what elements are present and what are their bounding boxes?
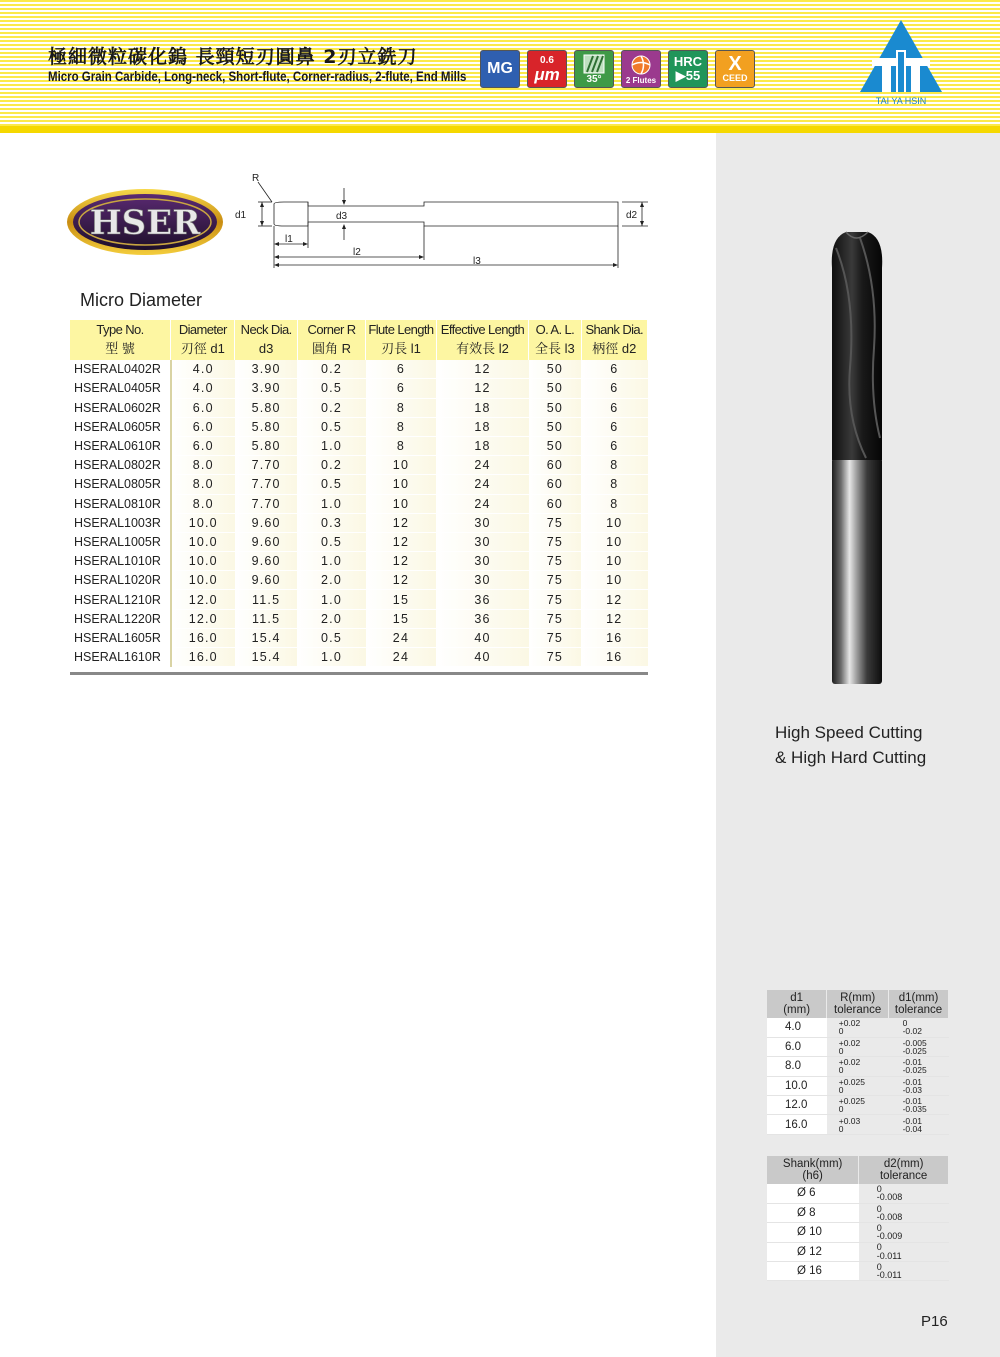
upper-deviation: 0: [902, 1018, 908, 1029]
table-cell: 0.5: [297, 379, 365, 398]
table-cell: 30: [436, 571, 529, 590]
table-cell: 1.0: [297, 436, 365, 455]
slogan-line-2: & High Hard Cutting: [775, 748, 927, 767]
column-header: [581, 320, 647, 360]
column-header: [297, 320, 365, 360]
r-tolerance: [827, 1018, 889, 1037]
tolerance-header-line: d2(mm): [883, 1158, 924, 1170]
shank-diameter: Ø 6: [767, 1184, 859, 1203]
shank-diameter: Ø 8: [767, 1203, 859, 1222]
table-row: [767, 1242, 949, 1261]
type-no-cell: HSERAL0802R: [70, 456, 171, 475]
table-row: [767, 1037, 949, 1056]
type-no-cell: HSERAL1005R: [70, 532, 171, 551]
r-tolerance: [827, 1037, 889, 1056]
table-cell: 6.0: [171, 417, 235, 436]
d2-tolerance: [859, 1203, 949, 1222]
column-header-en: Effective Length: [440, 322, 525, 337]
table-cell: 8: [366, 436, 436, 455]
table-cell: 60: [529, 475, 581, 494]
table-cell: 6: [366, 379, 436, 398]
table-cell: 0.2: [297, 360, 365, 379]
lower-deviation: 0: [838, 1026, 844, 1037]
table-cell: 75: [529, 609, 581, 628]
table-cell: 6: [581, 436, 647, 455]
upper-deviation: -0.01: [902, 1076, 922, 1087]
flutes-icon: [630, 54, 652, 76]
column-header-en: Neck Dia.: [240, 322, 292, 337]
lower-deviation: -0.04: [902, 1123, 922, 1134]
table-cell: 75: [529, 552, 581, 571]
upper-deviation: +0.02: [838, 1057, 861, 1068]
lower-deviation: 0: [838, 1065, 844, 1076]
table-cell: 6.0: [171, 436, 235, 455]
d1-value: 10.0: [767, 1076, 827, 1095]
label-d1: d1: [235, 210, 247, 221]
table-cell: 12: [366, 552, 436, 571]
table-cell: 7.70: [235, 475, 297, 494]
upper-deviation: -0.01: [902, 1096, 922, 1107]
table-cell: 75: [529, 628, 581, 647]
lower-deviation: -0.035: [902, 1104, 927, 1115]
table-cell: 10.0: [171, 532, 235, 551]
d1-tolerance: [889, 1115, 949, 1134]
table-cell: 36: [436, 590, 529, 609]
table-cell: 24: [436, 475, 529, 494]
tolerance-header-line: (h6): [802, 1170, 823, 1182]
d2-tolerance: [859, 1262, 949, 1281]
r-tolerance: [827, 1076, 889, 1095]
label-l3: l3: [473, 256, 481, 267]
type-no-cell: HSERAL1610R: [70, 648, 171, 667]
table-row: [70, 532, 648, 551]
table-cell: 8: [581, 475, 647, 494]
table-cell: 16: [581, 648, 647, 667]
type-no-cell: HSERAL0605R: [70, 417, 171, 436]
table-cell: 15.4: [235, 648, 297, 667]
table-cell: 10: [366, 456, 436, 475]
hardness-badge: HRC ▶55: [668, 50, 708, 88]
table-cell: 8: [366, 398, 436, 417]
lower-deviation: -0.008: [876, 1192, 903, 1203]
title-chinese: 極細微粒碳化鎢 長頸短刃圓鼻 2刃立銑刀: [48, 46, 418, 68]
upper-deviation: +0.025: [838, 1096, 865, 1107]
label-d3: d3: [336, 211, 348, 222]
table-cell: 6: [581, 417, 647, 436]
table-cell: 40: [436, 648, 529, 667]
table-cell: 1.0: [297, 552, 365, 571]
feature-badges: [480, 50, 755, 88]
table-cell: 15.4: [235, 628, 297, 647]
table-cell: 6: [366, 360, 436, 379]
lower-deviation: 0: [838, 1046, 844, 1057]
column-header-cn: 柄徑 d2: [592, 340, 637, 356]
table-cell: 2.0: [297, 609, 365, 628]
table-cell: 30: [436, 513, 529, 532]
slogan: [775, 720, 926, 770]
table-cell: 50: [529, 398, 581, 417]
table-row: [70, 360, 648, 379]
table-cell: 12: [581, 590, 647, 609]
table-cell: 0.5: [297, 475, 365, 494]
table-cell: 12: [436, 379, 529, 398]
table-cell: 11.5: [235, 590, 297, 609]
table-cell: 8.0: [171, 494, 235, 513]
upper-deviation: 0: [876, 1203, 882, 1214]
type-no-cell: HSERAL0602R: [70, 398, 171, 417]
table-row: [70, 513, 648, 532]
column-header-en: Corner R: [307, 322, 356, 337]
upper-deviation: +0.025: [838, 1076, 865, 1087]
table-cell: 12: [366, 532, 436, 551]
column-header: [366, 320, 436, 360]
table-row: [767, 1018, 949, 1037]
tolerance-header-line: tolerance: [879, 1170, 928, 1182]
d1-tolerance-table: [767, 990, 949, 1135]
table-cell: 10: [581, 571, 647, 590]
tolerance-column-header: [767, 990, 827, 1018]
table-cell: 36: [436, 609, 529, 628]
column-header: [171, 320, 235, 360]
column-header-cn: 型 號: [105, 340, 135, 356]
type-no-cell: HSERAL1020R: [70, 571, 171, 590]
table-cell: 18: [436, 398, 529, 417]
lower-deviation: -0.011: [876, 1250, 902, 1261]
table-cell: 24: [436, 494, 529, 513]
spec-table-body: [70, 360, 648, 667]
title-english: Micro Grain Carbide, Long-neck, Short-flute, Corner-radius, 2-flute, End Mills: [48, 68, 467, 84]
table-cell: 5.80: [235, 398, 297, 417]
column-header-en: O. A. L.: [535, 322, 575, 337]
lower-deviation: -0.02: [902, 1026, 922, 1037]
table-cell: 9.60: [235, 513, 297, 532]
d2-tolerance: [859, 1223, 949, 1242]
upper-deviation: +0.03: [838, 1115, 861, 1126]
table-cell: 10: [581, 513, 647, 532]
d1-tolerance-header: [767, 990, 949, 1018]
shank-diameter: Ø 10: [767, 1223, 859, 1242]
label-l2: l2: [353, 247, 361, 258]
d1-tolerance: [889, 1018, 949, 1037]
table-cell: 0.5: [297, 417, 365, 436]
table-row: [70, 571, 648, 590]
table-cell: 50: [529, 436, 581, 455]
table-row: [70, 379, 648, 398]
table-row: [70, 552, 648, 571]
d1-value: 6.0: [767, 1037, 827, 1056]
tai-ya-hsin-logo: [858, 18, 944, 102]
table-cell: 6: [581, 379, 647, 398]
table-cell: 12.0: [171, 609, 235, 628]
table-cell: 4.0: [171, 379, 235, 398]
table-cell: 60: [529, 456, 581, 475]
table-cell: 7.70: [235, 494, 297, 513]
tolerance-column-header: [827, 990, 889, 1018]
section-title: Micro Diameter: [80, 290, 203, 310]
table-cell: 50: [529, 379, 581, 398]
table-cell: 6.0: [171, 398, 235, 417]
lower-deviation: -0.011: [876, 1270, 902, 1281]
shank-tolerance-header: [767, 1156, 949, 1184]
hser-brand-logo: [66, 188, 224, 256]
table-cell: 0.2: [297, 456, 365, 475]
table-row: [70, 648, 648, 667]
tolerance-column-header: [767, 1156, 859, 1184]
table-row: [70, 456, 648, 475]
r-tolerance: [827, 1096, 889, 1115]
table-cell: 10.0: [171, 513, 235, 532]
table-cell: 75: [529, 532, 581, 551]
column-header: [70, 320, 171, 360]
column-header-en: Type No.: [96, 322, 144, 337]
type-no-cell: HSERAL1220R: [70, 609, 171, 628]
table-cell: 50: [529, 360, 581, 379]
upper-deviation: +0.02: [838, 1038, 861, 1049]
table-cell: 6: [581, 360, 647, 379]
column-header-cn: 全長 l3: [535, 340, 575, 356]
table-cell: 30: [436, 532, 529, 551]
table-cell: 10: [581, 532, 647, 551]
table-cell: 2.0: [297, 571, 365, 590]
table-cell: 50: [529, 417, 581, 436]
d2-tolerance: [859, 1184, 949, 1203]
table-cell: 12: [366, 571, 436, 590]
table-bottom-rule: [70, 672, 648, 675]
page-number: P16: [921, 1313, 948, 1330]
d1-value: 4.0: [767, 1018, 827, 1037]
table-cell: 1.0: [297, 494, 365, 513]
d1-value: 8.0: [767, 1057, 827, 1076]
table-cell: 0.5: [297, 532, 365, 551]
table-cell: 5.80: [235, 417, 297, 436]
table-cell: 15: [366, 590, 436, 609]
tolerance-header-line: d1: [790, 992, 804, 1004]
d1-tolerance: [889, 1076, 949, 1095]
column-header-en: Diameter: [178, 322, 227, 337]
table-row: [767, 1096, 949, 1115]
table-cell: 10.0: [171, 552, 235, 571]
table-row: [70, 475, 648, 494]
table-cell: 12: [436, 360, 529, 379]
table-cell: 4.0: [171, 360, 235, 379]
d1-tolerance: [889, 1096, 949, 1115]
lower-deviation: -0.009: [876, 1231, 903, 1242]
type-no-cell: HSERAL0405R: [70, 379, 171, 398]
upper-deviation: 0: [876, 1242, 882, 1253]
table-cell: 1.0: [297, 648, 365, 667]
helix-angle-badge: 35°: [574, 50, 614, 88]
tolerance-header-line: tolerance: [894, 1004, 943, 1016]
table-cell: 3.90: [235, 379, 297, 398]
table-cell: 8: [581, 494, 647, 513]
upper-deviation: -0.01: [902, 1057, 922, 1068]
column-header: [436, 320, 529, 360]
type-no-cell: HSERAL1605R: [70, 628, 171, 647]
spec-table: [70, 320, 648, 667]
table-row: [70, 436, 648, 455]
table-cell: 12: [581, 609, 647, 628]
d1-tolerance: [889, 1057, 949, 1076]
coating-badge: X CEED: [715, 50, 755, 88]
column-header: [529, 320, 581, 360]
end-mill-dimension-drawing: [228, 168, 658, 268]
d1-value: 12.0: [767, 1096, 827, 1115]
table-cell: 7.70: [235, 456, 297, 475]
shank-tolerance-table: [767, 1156, 949, 1281]
label-r: R: [252, 173, 260, 184]
end-mill-product-image: [826, 228, 888, 684]
table-cell: 0.3: [297, 513, 365, 532]
column-header-cn: 圓角 R: [312, 340, 352, 356]
table-cell: 12.0: [171, 590, 235, 609]
table-cell: 60: [529, 494, 581, 513]
table-cell: 9.60: [235, 571, 297, 590]
table-cell: 18: [436, 436, 529, 455]
label-d2: d2: [626, 210, 638, 221]
table-cell: 16.0: [171, 648, 235, 667]
table-cell: 40: [436, 628, 529, 647]
tolerance-column-header: [889, 990, 949, 1018]
type-no-cell: HSERAL0810R: [70, 494, 171, 513]
type-no-cell: HSERAL1010R: [70, 552, 171, 571]
table-cell: 24: [366, 628, 436, 647]
table-cell: 15: [366, 609, 436, 628]
table-cell: 9.60: [235, 532, 297, 551]
upper-deviation: 0: [876, 1183, 882, 1194]
d1-tolerance: [889, 1037, 949, 1056]
table-row: [767, 1223, 949, 1242]
table-cell: 16.0: [171, 628, 235, 647]
table-row: [70, 494, 648, 513]
micro-grain-badge: MG: [480, 50, 520, 88]
upper-deviation: 0: [876, 1222, 882, 1233]
table-cell: 1.0: [297, 590, 365, 609]
table-cell: 0.2: [297, 398, 365, 417]
table-cell: 12: [366, 513, 436, 532]
d2-tolerance: [859, 1242, 949, 1261]
table-cell: 10: [366, 494, 436, 513]
table-cell: 8: [581, 456, 647, 475]
table-row: [767, 1203, 949, 1222]
r-tolerance: [827, 1057, 889, 1076]
label-l1: l1: [285, 234, 293, 245]
table-cell: 75: [529, 648, 581, 667]
table-cell: 10.0: [171, 571, 235, 590]
tolerance-header-line: (mm): [783, 1004, 811, 1016]
tolerance-column-header: [859, 1156, 949, 1184]
tolerance-header-line: Shank(mm): [782, 1158, 843, 1170]
grain-size-badge: 0.6 μm: [527, 50, 567, 88]
table-cell: 11.5: [235, 609, 297, 628]
type-no-cell: HSERAL1210R: [70, 590, 171, 609]
table-cell: 6: [581, 398, 647, 417]
table-row: [70, 417, 648, 436]
tolerance-header-line: R(mm): [840, 992, 876, 1004]
table-cell: 24: [366, 648, 436, 667]
table-cell: 75: [529, 571, 581, 590]
table-row: [767, 1076, 949, 1095]
type-no-cell: HSERAL0610R: [70, 436, 171, 455]
table-row: [767, 1057, 949, 1076]
table-cell: 8: [366, 417, 436, 436]
table-row: [767, 1184, 949, 1203]
upper-deviation: +0.02: [838, 1018, 861, 1029]
table-cell: 10: [581, 552, 647, 571]
header-bottom-stripe: [0, 126, 1000, 133]
column-header-cn: 刃徑 d1: [180, 340, 225, 356]
lower-deviation: 0: [838, 1104, 844, 1115]
table-row: [70, 628, 648, 647]
table-cell: 30: [436, 552, 529, 571]
logo-text: TAI YA HSIN: [875, 96, 927, 106]
type-no-cell: HSERAL0402R: [70, 360, 171, 379]
column-header-cn: d3: [258, 340, 274, 356]
shank-diameter: Ø 16: [767, 1262, 859, 1281]
lower-deviation: -0.03: [902, 1084, 922, 1095]
table-cell: 75: [529, 590, 581, 609]
table-row: [767, 1115, 949, 1134]
table-cell: 5.80: [235, 436, 297, 455]
column-header: [235, 320, 297, 360]
upper-deviation: -0.005: [902, 1038, 927, 1049]
table-cell: 10: [366, 475, 436, 494]
table-row: [767, 1262, 949, 1281]
type-no-cell: HSERAL0805R: [70, 475, 171, 494]
column-header-en: Shank Dia.: [585, 322, 644, 337]
shank-diameter: Ø 12: [767, 1242, 859, 1261]
tolerance-header-line: d1(mm): [898, 992, 939, 1004]
upper-deviation: -0.01: [902, 1115, 922, 1126]
d1-value: 16.0: [767, 1115, 827, 1134]
table-cell: 3.90: [235, 360, 297, 379]
lower-deviation: 0: [838, 1084, 844, 1095]
slogan-line-1: High Speed Cutting: [775, 723, 923, 742]
lower-deviation: -0.008: [876, 1212, 903, 1223]
type-no-cell: HSERAL1003R: [70, 513, 171, 532]
table-row: [70, 398, 648, 417]
column-header-en: Flute Length: [368, 322, 434, 337]
table-cell: 18: [436, 417, 529, 436]
r-tolerance: [827, 1115, 889, 1134]
spec-table-header: [70, 320, 648, 360]
table-cell: 24: [436, 456, 529, 475]
table-row: [70, 590, 648, 609]
helix-icon: [583, 54, 605, 74]
table-cell: 8.0: [171, 456, 235, 475]
flutes-badge: 2 Flutes: [621, 50, 661, 88]
table-cell: 8.0: [171, 475, 235, 494]
column-header-cn: 刃長 l1: [381, 340, 421, 356]
tolerance-header-line: tolerance: [834, 1004, 882, 1016]
table-row: [70, 609, 648, 628]
hser-brand-text: HSER: [89, 203, 201, 243]
table-cell: 9.60: [235, 552, 297, 571]
column-header-cn: 有效長 l2: [456, 340, 509, 356]
table-cell: 16: [581, 628, 647, 647]
lower-deviation: 0: [838, 1123, 844, 1134]
lower-deviation: -0.025: [902, 1046, 927, 1057]
table-cell: 0.5: [297, 628, 365, 647]
upper-deviation: 0: [876, 1261, 882, 1272]
lower-deviation: -0.025: [902, 1065, 927, 1076]
table-cell: 75: [529, 513, 581, 532]
